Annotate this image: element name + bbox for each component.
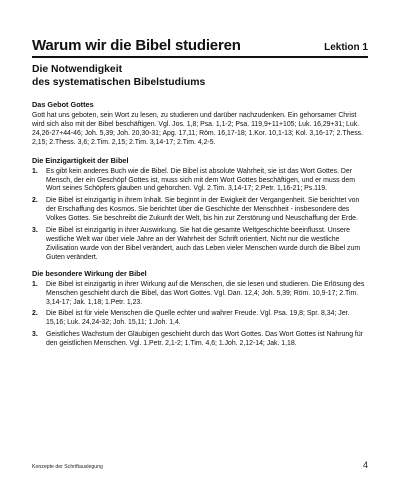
wirkung-list [32,281,368,349]
section-title-line-2: des systematischen Bibelstudiums [32,76,206,88]
einzigartigkeit-list [32,168,368,263]
page-number: 4 [362,460,368,470]
header-divider [32,56,368,58]
gebot-heading: Das Gebot Gottes [32,100,94,109]
item-text: Die Bibel ist einzigartig in ihrer Wirkung auf die Menschen, die sie lesen und studieren. Die Erlösung des Menschen geschieht durch die Bibel, das Wort Gottes. Vgl. Dan. 12,4; Joh. 5,39; Röm. 10,9-17; 2.Tim. 3,14-17; Jak. 1,18; 1.Petr. 1,23. [46,280,365,306]
item-text: Die Bibel ist einzigartig in ihrem Inhalt. Sie beginnt in der Ewigkeit der Vergangenheit. Sie berichtet von der Erschaffung des Kosmos. Sie berichtet über die Geschichte der Menschheit - insbesondere des Volkes Gottes. Sie beschreibt die Zukunft der Welt, bis hin zur Zerstörung und Neuschaffung der Erde. [46,197,360,223]
item-text: Die Bibel ist für viele Menschen die Quelle echter und wahrer Freude. Vgl. Psa. 19,8; Spr. 8,34; Jer. 15,16; Luk. 24,24-32; Joh. 15,11; 1.Joh. 1,4. [46,310,350,327]
main-content [32,64,368,352]
footer-book-title: Konzepte der Schriftauslegung [32,464,103,470]
page-title: Warum wir die Bibel studieren [32,37,241,54]
list-item [32,281,368,308]
item-number: 3. [32,227,38,235]
item-number: 2. [32,310,38,318]
item-number: 2. [32,197,38,205]
wirkung-heading: Die besondere Wirkung der Bibel [32,268,147,278]
item-text: Die Bibel ist einzigartig in ihrer Auswirkung. Sie hat die gesamte Weltgeschichte beeinflusst. Unsere westliche Welt war über viele Jahre an der Wahrheit der Schrift orientiert. Nicht nur die westliche Zivilisation wurde von der Bibel verändert, auch das Leben vieler Menschen wurde durch die Bibel zum Guten verändert. [46,227,361,261]
gebot-paragraph: Gott hat uns geboten, sein Wort zu lesen, zu studieren und darüber nachzudenken. Ein gehorsamer Christ wird sich also mit der Bibel beschäftigen. Vgl. Jos. 1,8; Psa. 1,1-2; Psa. 119,9+11+105; Luk. 16,29+31; Luk. 24,26-27+44-46; Joh. 5,39; Joh. 20,30-31; Apg. 17,11; Röm. 16,17-18; 1.Kor. 10,1-13; Kol. 3,16-17; 2.Thess. 2,15; 2.Thess. 3,6; 2.Tim. 2,15; 2.Tim. 3,14-17; 2.Tim. 4,2-5. [32,112,364,146]
lesson-label: Lektion 1 [324,42,368,53]
list-item [32,331,368,349]
section-title [32,64,368,89]
list-item [32,310,368,328]
page-header [32,37,368,54]
item-text: Geistliches Wachstum der Gläubigen geschieht durch das Wort Gottes. Das Wort Gottes ist Nahrung für den geistlichen Menschen. Vgl. 1.Petr. 2,1-2; 1.Tim. 4,6; 1.Joh. 2,12-14; Jak. 1,18. [46,331,363,348]
einzigartigkeit-heading: Die Einzigartigkeit der Bibel [32,155,129,165]
list-item [32,227,368,263]
list-item [32,197,368,224]
section-title-line-1: Die Notwendigkeit [32,64,123,75]
item-number: 1. [32,280,38,288]
item-number: 3. [32,331,38,339]
item-number: 1. [32,167,38,175]
item-text: Es gibt kein anderes Buch wie die Bibel. Die Bibel ist absolute Wahrheit, sie ist das Wort Gottes. Der Mensch, der ein Geschöpf Gottes ist, muss sich mit dem Wort Gottes beschäftigen, und er muss dem Wort seines Schöpfers glauben und gehorchen. Vgl. 2.Tim. 3,14-17; 2.Petr. 1,16-21; Ps.119. [46,167,355,193]
list-item [32,168,368,195]
